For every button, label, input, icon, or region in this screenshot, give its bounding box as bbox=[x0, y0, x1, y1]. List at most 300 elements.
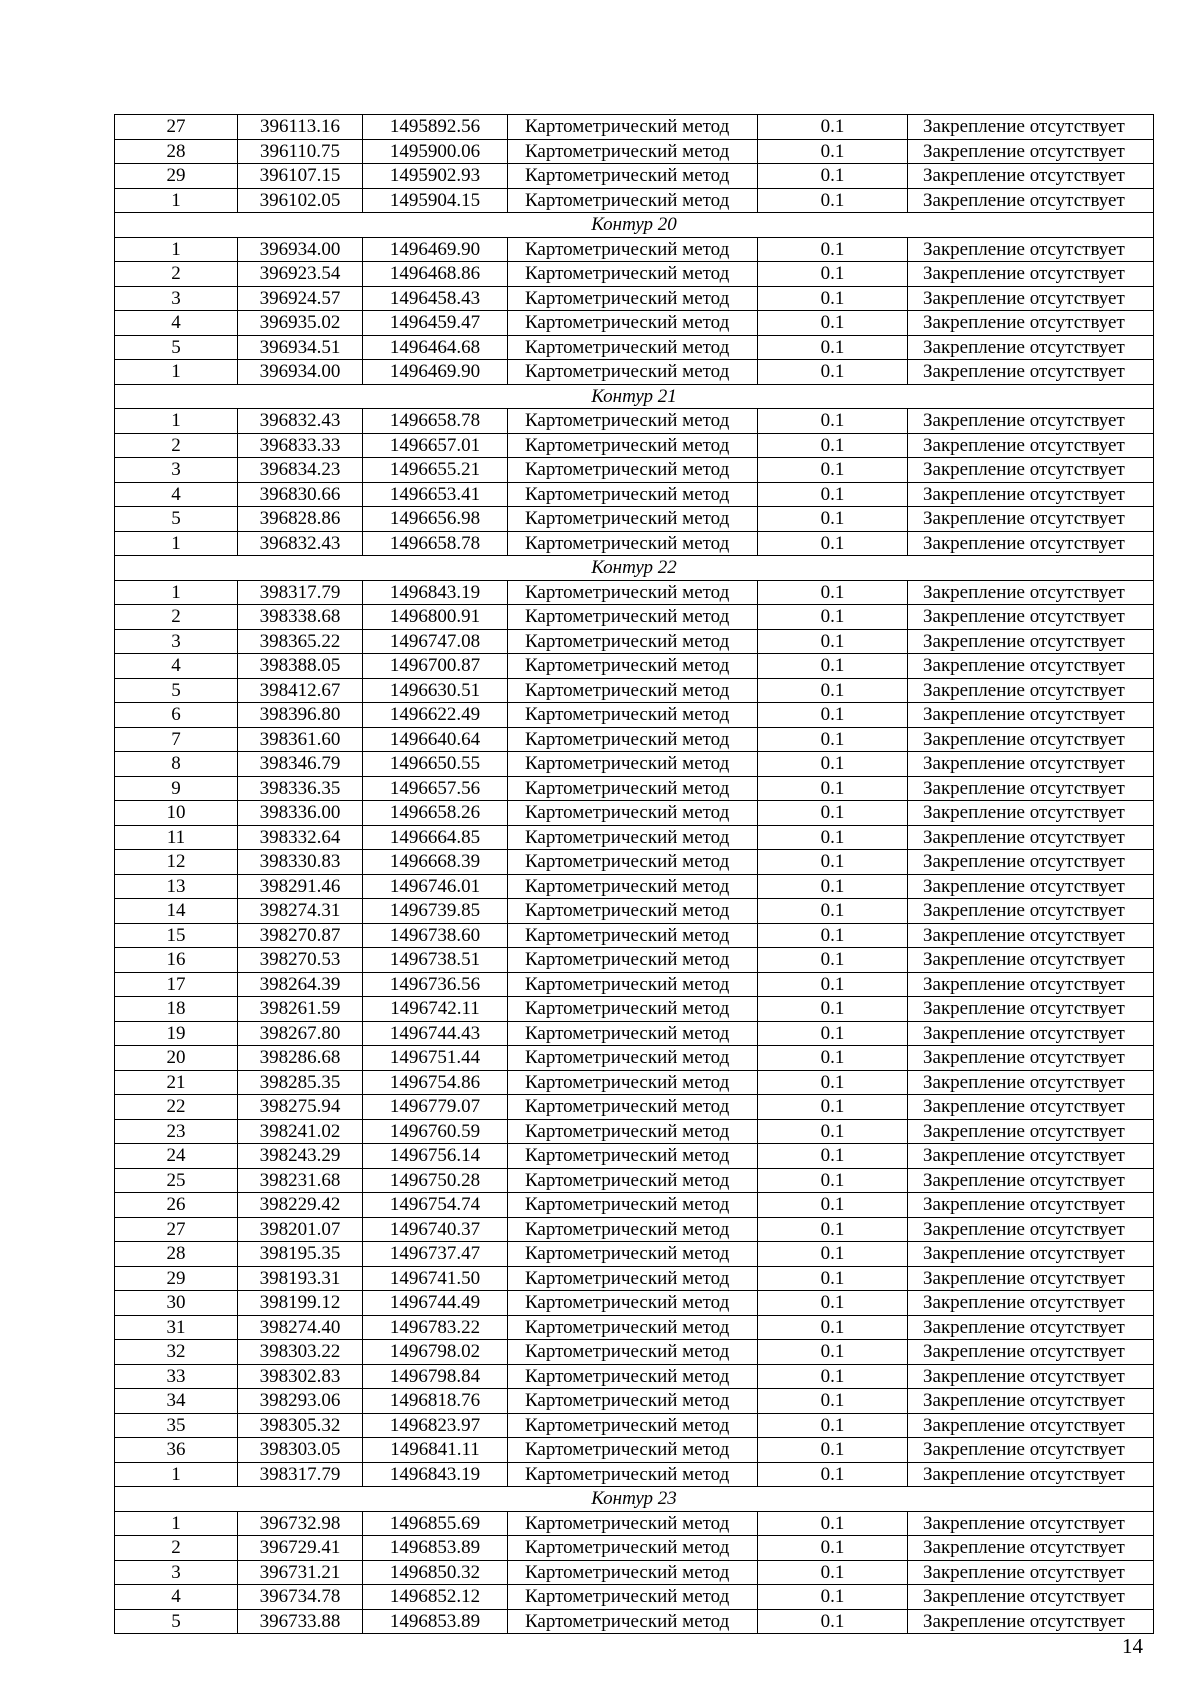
point-number-cell: 23 bbox=[115, 1119, 238, 1144]
fixing-cell: Закрепление отсутствует bbox=[908, 1095, 1154, 1120]
table-row bbox=[115, 923, 1154, 948]
section-row bbox=[115, 213, 1154, 238]
y-coordinate-cell: 1496742.11 bbox=[363, 997, 508, 1022]
table-row bbox=[115, 1168, 1154, 1193]
fixing-cell: Закрепление отсутствует bbox=[908, 1046, 1154, 1071]
point-number-cell: 14 bbox=[115, 899, 238, 924]
x-coordinate-cell: 396934.51 bbox=[238, 335, 363, 360]
accuracy-cell: 0.1 bbox=[758, 1021, 908, 1046]
x-coordinate-cell: 398286.68 bbox=[238, 1046, 363, 1071]
table-row bbox=[115, 1585, 1154, 1610]
fixing-cell: Закрепление отсутствует bbox=[908, 629, 1154, 654]
method-cell: Картометрический метод bbox=[508, 850, 758, 875]
method-cell: Картометрический метод bbox=[508, 1560, 758, 1585]
accuracy-cell: 0.1 bbox=[758, 1585, 908, 1610]
point-number-cell: 1 bbox=[115, 580, 238, 605]
y-coordinate-cell: 1496650.55 bbox=[363, 752, 508, 777]
accuracy-cell: 0.1 bbox=[758, 654, 908, 679]
method-cell: Картометрический метод bbox=[508, 531, 758, 556]
method-cell: Картометрический метод bbox=[508, 409, 758, 434]
fixing-cell: Закрепление отсутствует bbox=[908, 360, 1154, 385]
accuracy-cell: 0.1 bbox=[758, 1536, 908, 1561]
fixing-cell: Закрепление отсутствует bbox=[908, 1119, 1154, 1144]
point-number-cell: 29 bbox=[115, 164, 238, 189]
method-cell: Картометрический метод bbox=[508, 727, 758, 752]
fixing-cell: Закрепление отсутствует bbox=[908, 580, 1154, 605]
fixing-cell: Закрепление отсутствует bbox=[908, 262, 1154, 287]
table-row bbox=[115, 703, 1154, 728]
fixing-cell: Закрепление отсутствует bbox=[908, 1413, 1154, 1438]
accuracy-cell: 0.1 bbox=[758, 1242, 908, 1267]
fixing-cell: Закрепление отсутствует bbox=[908, 1462, 1154, 1487]
y-coordinate-cell: 1496779.07 bbox=[363, 1095, 508, 1120]
accuracy-cell: 0.1 bbox=[758, 335, 908, 360]
accuracy-cell: 0.1 bbox=[758, 262, 908, 287]
point-number-cell: 5 bbox=[115, 335, 238, 360]
point-number-cell: 4 bbox=[115, 1585, 238, 1610]
accuracy-cell: 0.1 bbox=[758, 629, 908, 654]
method-cell: Картометрический метод bbox=[508, 335, 758, 360]
y-coordinate-cell: 1496657.01 bbox=[363, 433, 508, 458]
x-coordinate-cell: 398303.05 bbox=[238, 1438, 363, 1463]
accuracy-cell: 0.1 bbox=[758, 1070, 908, 1095]
table-row bbox=[115, 1511, 1154, 1536]
method-cell: Картометрический метод bbox=[508, 1389, 758, 1414]
table-row bbox=[115, 1389, 1154, 1414]
y-coordinate-cell: 1496798.84 bbox=[363, 1364, 508, 1389]
accuracy-cell: 0.1 bbox=[758, 507, 908, 532]
section-title: Контур 20 bbox=[115, 213, 1154, 238]
y-coordinate-cell: 1496656.98 bbox=[363, 507, 508, 532]
accuracy-cell: 0.1 bbox=[758, 605, 908, 630]
fixing-cell: Закрепление отсутствует bbox=[908, 948, 1154, 973]
x-coordinate-cell: 398274.40 bbox=[238, 1315, 363, 1340]
accuracy-cell: 0.1 bbox=[758, 948, 908, 973]
y-coordinate-cell: 1496737.47 bbox=[363, 1242, 508, 1267]
point-number-cell: 25 bbox=[115, 1168, 238, 1193]
method-cell: Картометрический метод bbox=[508, 115, 758, 140]
x-coordinate-cell: 398267.80 bbox=[238, 1021, 363, 1046]
table-row bbox=[115, 1242, 1154, 1267]
accuracy-cell: 0.1 bbox=[758, 825, 908, 850]
x-coordinate-cell: 396732.98 bbox=[238, 1511, 363, 1536]
x-coordinate-cell: 398293.06 bbox=[238, 1389, 363, 1414]
table-row bbox=[115, 727, 1154, 752]
fixing-cell: Закрепление отсутствует bbox=[908, 727, 1154, 752]
method-cell: Картометрический метод bbox=[508, 972, 758, 997]
table-row bbox=[115, 1217, 1154, 1242]
accuracy-cell: 0.1 bbox=[758, 1511, 908, 1536]
table-row bbox=[115, 850, 1154, 875]
x-coordinate-cell: 396830.66 bbox=[238, 482, 363, 507]
fixing-cell: Закрепление отсутствует bbox=[908, 531, 1154, 556]
x-coordinate-cell: 396934.00 bbox=[238, 360, 363, 385]
accuracy-cell: 0.1 bbox=[758, 115, 908, 140]
table-row bbox=[115, 409, 1154, 434]
accuracy-cell: 0.1 bbox=[758, 286, 908, 311]
fixing-cell: Закрепление отсутствует bbox=[908, 997, 1154, 1022]
y-coordinate-cell: 1496756.14 bbox=[363, 1144, 508, 1169]
fixing-cell: Закрепление отсутствует bbox=[908, 605, 1154, 630]
x-coordinate-cell: 398264.39 bbox=[238, 972, 363, 997]
accuracy-cell: 0.1 bbox=[758, 1315, 908, 1340]
method-cell: Картометрический метод bbox=[508, 580, 758, 605]
x-coordinate-cell: 398346.79 bbox=[238, 752, 363, 777]
x-coordinate-cell: 396832.43 bbox=[238, 531, 363, 556]
accuracy-cell: 0.1 bbox=[758, 1364, 908, 1389]
x-coordinate-cell: 398336.00 bbox=[238, 801, 363, 826]
accuracy-cell: 0.1 bbox=[758, 1144, 908, 1169]
point-number-cell: 11 bbox=[115, 825, 238, 850]
x-coordinate-cell: 398396.80 bbox=[238, 703, 363, 728]
method-cell: Картометрический метод bbox=[508, 188, 758, 213]
method-cell: Картометрический метод bbox=[508, 458, 758, 483]
page-number: 14 bbox=[1122, 1634, 1143, 1658]
fixing-cell: Закрепление отсутствует bbox=[908, 1389, 1154, 1414]
accuracy-cell: 0.1 bbox=[758, 188, 908, 213]
method-cell: Картометрический метод bbox=[508, 507, 758, 532]
point-number-cell: 3 bbox=[115, 286, 238, 311]
method-cell: Картометрический метод bbox=[508, 776, 758, 801]
accuracy-cell: 0.1 bbox=[758, 703, 908, 728]
point-number-cell: 22 bbox=[115, 1095, 238, 1120]
accuracy-cell: 0.1 bbox=[758, 801, 908, 826]
x-coordinate-cell: 398261.59 bbox=[238, 997, 363, 1022]
x-coordinate-cell: 398330.83 bbox=[238, 850, 363, 875]
fixing-cell: Закрепление отсутствует bbox=[908, 1560, 1154, 1585]
fixing-cell: Закрепление отсутствует bbox=[908, 1291, 1154, 1316]
accuracy-cell: 0.1 bbox=[758, 531, 908, 556]
table-row bbox=[115, 1413, 1154, 1438]
point-number-cell: 27 bbox=[115, 1217, 238, 1242]
point-number-cell: 2 bbox=[115, 1536, 238, 1561]
table-row bbox=[115, 507, 1154, 532]
table-row bbox=[115, 948, 1154, 973]
section-row bbox=[115, 556, 1154, 581]
section-title: Контур 22 bbox=[115, 556, 1154, 581]
point-number-cell: 15 bbox=[115, 923, 238, 948]
accuracy-cell: 0.1 bbox=[758, 482, 908, 507]
table-row bbox=[115, 1095, 1154, 1120]
method-cell: Картометрический метод bbox=[508, 1511, 758, 1536]
method-cell: Картометрический метод bbox=[508, 801, 758, 826]
y-coordinate-cell: 1496738.60 bbox=[363, 923, 508, 948]
point-number-cell: 1 bbox=[115, 1511, 238, 1536]
method-cell: Картометрический метод bbox=[508, 1119, 758, 1144]
method-cell: Картометрический метод bbox=[508, 1021, 758, 1046]
method-cell: Картометрический метод bbox=[508, 1291, 758, 1316]
table-row bbox=[115, 188, 1154, 213]
x-coordinate-cell: 398361.60 bbox=[238, 727, 363, 752]
point-number-cell: 28 bbox=[115, 1242, 238, 1267]
table-row bbox=[115, 752, 1154, 777]
fixing-cell: Закрепление отсутствует bbox=[908, 899, 1154, 924]
fixing-cell: Закрепление отсутствует bbox=[908, 482, 1154, 507]
x-coordinate-cell: 398317.79 bbox=[238, 580, 363, 605]
y-coordinate-cell: 1496818.76 bbox=[363, 1389, 508, 1414]
x-coordinate-cell: 396102.05 bbox=[238, 188, 363, 213]
x-coordinate-cell: 398412.67 bbox=[238, 678, 363, 703]
fixing-cell: Закрепление отсутствует bbox=[908, 1438, 1154, 1463]
table-row bbox=[115, 899, 1154, 924]
method-cell: Картометрический метод bbox=[508, 1193, 758, 1218]
point-number-cell: 5 bbox=[115, 507, 238, 532]
x-coordinate-cell: 396834.23 bbox=[238, 458, 363, 483]
table-row bbox=[115, 1364, 1154, 1389]
point-number-cell: 27 bbox=[115, 115, 238, 140]
method-cell: Картометрический метод bbox=[508, 1536, 758, 1561]
table-row bbox=[115, 1462, 1154, 1487]
method-cell: Картометрический метод bbox=[508, 654, 758, 679]
table-row bbox=[115, 1070, 1154, 1095]
y-coordinate-cell: 1496469.90 bbox=[363, 237, 508, 262]
accuracy-cell: 0.1 bbox=[758, 997, 908, 1022]
point-number-cell: 29 bbox=[115, 1266, 238, 1291]
accuracy-cell: 0.1 bbox=[758, 678, 908, 703]
y-coordinate-cell: 1496640.64 bbox=[363, 727, 508, 752]
fixing-cell: Закрепление отсутствует bbox=[908, 188, 1154, 213]
section-title: Контур 23 bbox=[115, 1487, 1154, 1512]
point-number-cell: 28 bbox=[115, 139, 238, 164]
table-row bbox=[115, 1266, 1154, 1291]
x-coordinate-cell: 398199.12 bbox=[238, 1291, 363, 1316]
y-coordinate-cell: 1496754.74 bbox=[363, 1193, 508, 1218]
table-row bbox=[115, 458, 1154, 483]
section-title: Контур 21 bbox=[115, 384, 1154, 409]
table-row bbox=[115, 654, 1154, 679]
accuracy-cell: 0.1 bbox=[758, 1609, 908, 1634]
point-number-cell: 5 bbox=[115, 678, 238, 703]
x-coordinate-cell: 396113.16 bbox=[238, 115, 363, 140]
accuracy-cell: 0.1 bbox=[758, 874, 908, 899]
x-coordinate-cell: 398195.35 bbox=[238, 1242, 363, 1267]
accuracy-cell: 0.1 bbox=[758, 727, 908, 752]
x-coordinate-cell: 396733.88 bbox=[238, 1609, 363, 1634]
point-number-cell: 8 bbox=[115, 752, 238, 777]
table-row bbox=[115, 286, 1154, 311]
accuracy-cell: 0.1 bbox=[758, 899, 908, 924]
table-row bbox=[115, 335, 1154, 360]
fixing-cell: Закрепление отсутствует bbox=[908, 752, 1154, 777]
y-coordinate-cell: 1496750.28 bbox=[363, 1168, 508, 1193]
y-coordinate-cell: 1496468.86 bbox=[363, 262, 508, 287]
fixing-cell: Закрепление отсутствует bbox=[908, 1242, 1154, 1267]
y-coordinate-cell: 1496658.26 bbox=[363, 801, 508, 826]
accuracy-cell: 0.1 bbox=[758, 237, 908, 262]
x-coordinate-cell: 398229.42 bbox=[238, 1193, 363, 1218]
y-coordinate-cell: 1495900.06 bbox=[363, 139, 508, 164]
y-coordinate-cell: 1496744.49 bbox=[363, 1291, 508, 1316]
table-row bbox=[115, 115, 1154, 140]
point-number-cell: 19 bbox=[115, 1021, 238, 1046]
x-coordinate-cell: 396110.75 bbox=[238, 139, 363, 164]
fixing-cell: Закрепление отсутствует bbox=[908, 409, 1154, 434]
table-row bbox=[115, 629, 1154, 654]
y-coordinate-cell: 1495892.56 bbox=[363, 115, 508, 140]
fixing-cell: Закрепление отсутствует bbox=[908, 678, 1154, 703]
point-number-cell: 2 bbox=[115, 605, 238, 630]
point-number-cell: 20 bbox=[115, 1046, 238, 1071]
method-cell: Картометрический метод bbox=[508, 237, 758, 262]
x-coordinate-cell: 398365.22 bbox=[238, 629, 363, 654]
point-number-cell: 21 bbox=[115, 1070, 238, 1095]
method-cell: Картометрический метод bbox=[508, 1585, 758, 1610]
point-number-cell: 13 bbox=[115, 874, 238, 899]
x-coordinate-cell: 398303.22 bbox=[238, 1340, 363, 1365]
point-number-cell: 5 bbox=[115, 1609, 238, 1634]
method-cell: Картометрический метод bbox=[508, 629, 758, 654]
fixing-cell: Закрепление отсутствует bbox=[908, 874, 1154, 899]
point-number-cell: 18 bbox=[115, 997, 238, 1022]
x-coordinate-cell: 396924.57 bbox=[238, 286, 363, 311]
table-row bbox=[115, 997, 1154, 1022]
y-coordinate-cell: 1496853.89 bbox=[363, 1536, 508, 1561]
method-cell: Картометрический метод bbox=[508, 1217, 758, 1242]
x-coordinate-cell: 398338.68 bbox=[238, 605, 363, 630]
section-row bbox=[115, 1487, 1154, 1512]
y-coordinate-cell: 1496741.50 bbox=[363, 1266, 508, 1291]
x-coordinate-cell: 396828.86 bbox=[238, 507, 363, 532]
fixing-cell: Закрепление отсутствует bbox=[908, 1217, 1154, 1242]
point-number-cell: 4 bbox=[115, 311, 238, 336]
table-row bbox=[115, 262, 1154, 287]
method-cell: Картометрический метод bbox=[508, 1609, 758, 1634]
x-coordinate-cell: 398193.31 bbox=[238, 1266, 363, 1291]
y-coordinate-cell: 1496668.39 bbox=[363, 850, 508, 875]
accuracy-cell: 0.1 bbox=[758, 1413, 908, 1438]
y-coordinate-cell: 1496738.51 bbox=[363, 948, 508, 973]
method-cell: Картометрический метод bbox=[508, 1266, 758, 1291]
table-row bbox=[115, 1560, 1154, 1585]
table-row bbox=[115, 1119, 1154, 1144]
method-cell: Картометрический метод bbox=[508, 482, 758, 507]
accuracy-cell: 0.1 bbox=[758, 580, 908, 605]
method-cell: Картометрический метод bbox=[508, 164, 758, 189]
fixing-cell: Закрепление отсутствует bbox=[908, 1315, 1154, 1340]
table-row bbox=[115, 311, 1154, 336]
point-number-cell: 24 bbox=[115, 1144, 238, 1169]
table-row bbox=[115, 874, 1154, 899]
method-cell: Картометрический метод bbox=[508, 1413, 758, 1438]
coordinates-table bbox=[114, 114, 1154, 1634]
table-row bbox=[115, 1291, 1154, 1316]
y-coordinate-cell: 1496622.49 bbox=[363, 703, 508, 728]
table-row bbox=[115, 1021, 1154, 1046]
y-coordinate-cell: 1496657.56 bbox=[363, 776, 508, 801]
x-coordinate-cell: 398243.29 bbox=[238, 1144, 363, 1169]
y-coordinate-cell: 1496658.78 bbox=[363, 409, 508, 434]
point-number-cell: 34 bbox=[115, 1389, 238, 1414]
method-cell: Картометрический метод bbox=[508, 605, 758, 630]
x-coordinate-cell: 398388.05 bbox=[238, 654, 363, 679]
fixing-cell: Закрепление отсутствует bbox=[908, 1144, 1154, 1169]
method-cell: Картометрический метод bbox=[508, 752, 758, 777]
fixing-cell: Закрепление отсутствует bbox=[908, 1266, 1154, 1291]
fixing-cell: Закрепление отсутствует bbox=[908, 1340, 1154, 1365]
accuracy-cell: 0.1 bbox=[758, 164, 908, 189]
accuracy-cell: 0.1 bbox=[758, 850, 908, 875]
accuracy-cell: 0.1 bbox=[758, 139, 908, 164]
y-coordinate-cell: 1496798.02 bbox=[363, 1340, 508, 1365]
fixing-cell: Закрепление отсутствует bbox=[908, 1021, 1154, 1046]
coordinates-table-body bbox=[115, 115, 1154, 1634]
fixing-cell: Закрепление отсутствует bbox=[908, 1070, 1154, 1095]
point-number-cell: 1 bbox=[115, 409, 238, 434]
point-number-cell: 17 bbox=[115, 972, 238, 997]
y-coordinate-cell: 1496658.78 bbox=[363, 531, 508, 556]
table-row bbox=[115, 1609, 1154, 1634]
table-row bbox=[115, 237, 1154, 262]
method-cell: Картометрический метод bbox=[508, 1340, 758, 1365]
point-number-cell: 1 bbox=[115, 1462, 238, 1487]
x-coordinate-cell: 398241.02 bbox=[238, 1119, 363, 1144]
accuracy-cell: 0.1 bbox=[758, 1340, 908, 1365]
fixing-cell: Закрепление отсутствует bbox=[908, 1585, 1154, 1610]
y-coordinate-cell: 1496664.85 bbox=[363, 825, 508, 850]
method-cell: Картометрический метод bbox=[508, 139, 758, 164]
method-cell: Картометрический метод bbox=[508, 948, 758, 973]
method-cell: Картометрический метод bbox=[508, 1144, 758, 1169]
x-coordinate-cell: 398291.46 bbox=[238, 874, 363, 899]
point-number-cell: 12 bbox=[115, 850, 238, 875]
table-row bbox=[115, 1340, 1154, 1365]
accuracy-cell: 0.1 bbox=[758, 409, 908, 434]
method-cell: Картометрический метод bbox=[508, 874, 758, 899]
y-coordinate-cell: 1496630.51 bbox=[363, 678, 508, 703]
y-coordinate-cell: 1495902.93 bbox=[363, 164, 508, 189]
fixing-cell: Закрепление отсутствует bbox=[908, 335, 1154, 360]
x-coordinate-cell: 398270.53 bbox=[238, 948, 363, 973]
y-coordinate-cell: 1496739.85 bbox=[363, 899, 508, 924]
fixing-cell: Закрепление отсутствует bbox=[908, 1609, 1154, 1634]
y-coordinate-cell: 1496459.47 bbox=[363, 311, 508, 336]
point-number-cell: 4 bbox=[115, 482, 238, 507]
x-coordinate-cell: 398317.79 bbox=[238, 1462, 363, 1487]
table-row bbox=[115, 1438, 1154, 1463]
point-number-cell: 3 bbox=[115, 458, 238, 483]
point-number-cell: 3 bbox=[115, 629, 238, 654]
y-coordinate-cell: 1496464.68 bbox=[363, 335, 508, 360]
x-coordinate-cell: 396833.33 bbox=[238, 433, 363, 458]
y-coordinate-cell: 1496823.97 bbox=[363, 1413, 508, 1438]
x-coordinate-cell: 396729.41 bbox=[238, 1536, 363, 1561]
y-coordinate-cell: 1496852.12 bbox=[363, 1585, 508, 1610]
point-number-cell: 4 bbox=[115, 654, 238, 679]
method-cell: Картометрический метод bbox=[508, 825, 758, 850]
x-coordinate-cell: 398336.35 bbox=[238, 776, 363, 801]
accuracy-cell: 0.1 bbox=[758, 1095, 908, 1120]
fixing-cell: Закрепление отсутствует bbox=[908, 311, 1154, 336]
method-cell: Картометрический метод bbox=[508, 1242, 758, 1267]
y-coordinate-cell: 1496655.21 bbox=[363, 458, 508, 483]
method-cell: Картометрический метод bbox=[508, 360, 758, 385]
point-number-cell: 36 bbox=[115, 1438, 238, 1463]
y-coordinate-cell: 1496754.86 bbox=[363, 1070, 508, 1095]
x-coordinate-cell: 398285.35 bbox=[238, 1070, 363, 1095]
x-coordinate-cell: 396935.02 bbox=[238, 311, 363, 336]
table-row bbox=[115, 1315, 1154, 1340]
fixing-cell: Закрепление отсутствует bbox=[908, 433, 1154, 458]
x-coordinate-cell: 398274.31 bbox=[238, 899, 363, 924]
accuracy-cell: 0.1 bbox=[758, 360, 908, 385]
accuracy-cell: 0.1 bbox=[758, 1193, 908, 1218]
point-number-cell: 1 bbox=[115, 360, 238, 385]
x-coordinate-cell: 398332.64 bbox=[238, 825, 363, 850]
y-coordinate-cell: 1496744.43 bbox=[363, 1021, 508, 1046]
point-number-cell: 33 bbox=[115, 1364, 238, 1389]
point-number-cell: 2 bbox=[115, 262, 238, 287]
x-coordinate-cell: 398231.68 bbox=[238, 1168, 363, 1193]
